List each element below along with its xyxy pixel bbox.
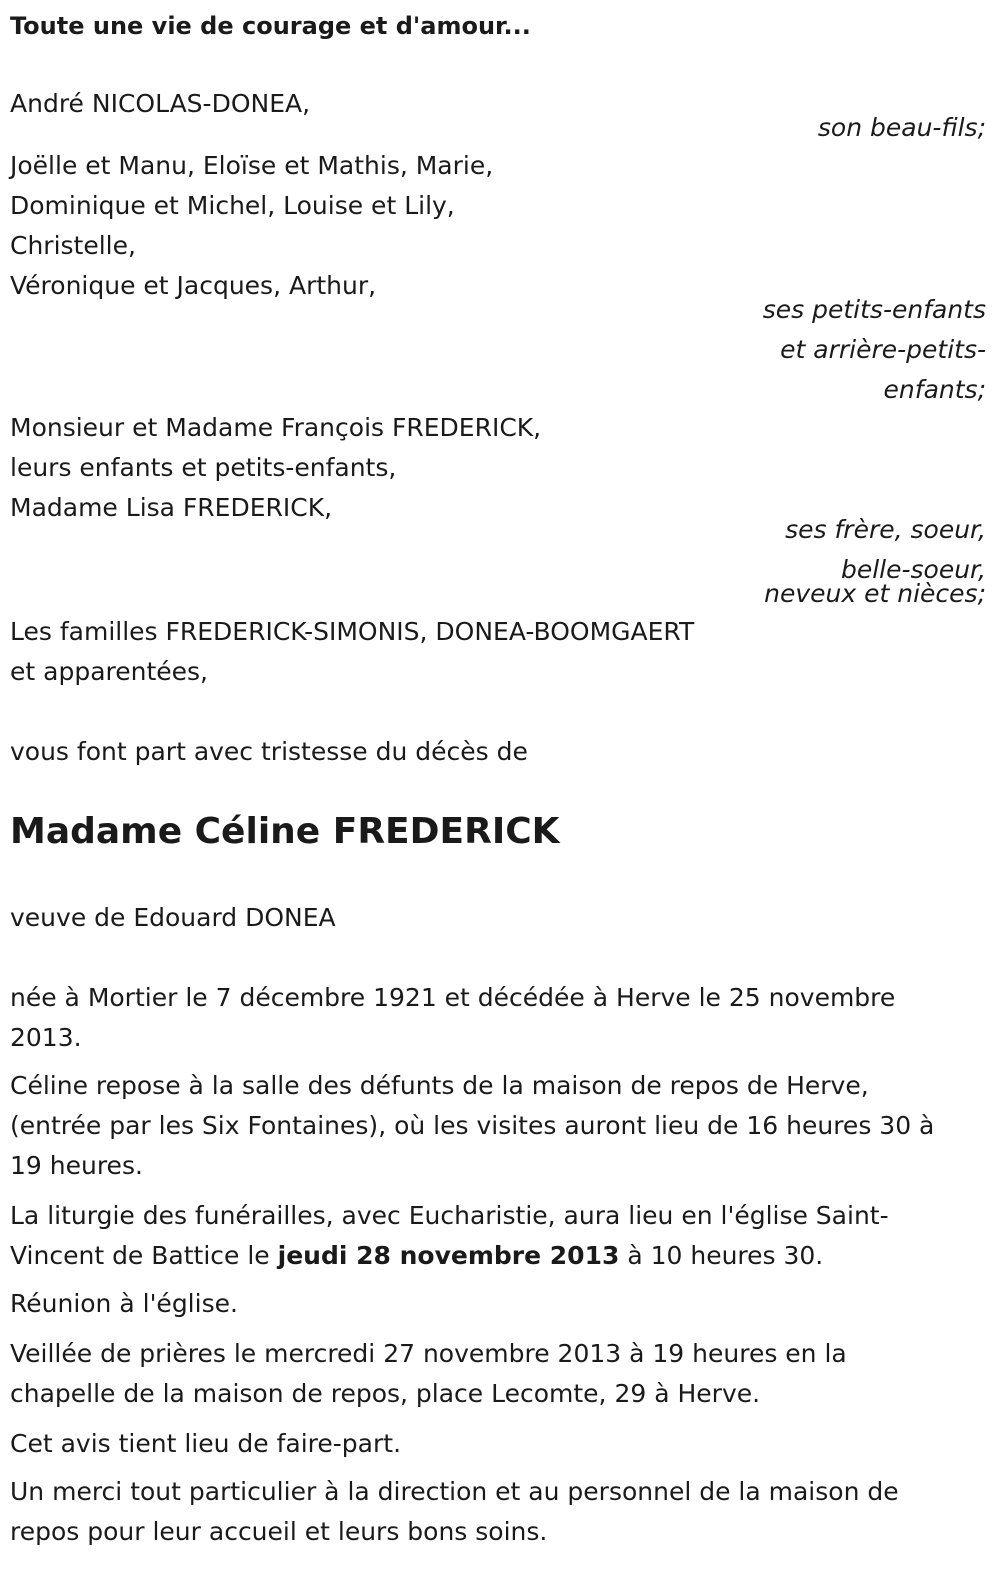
family-name: Les familles FREDERICK-SIMONIS, DONEA-BOOMGAERT <box>10 617 695 646</box>
family-name: Véronique et Jacques, Arthur, <box>10 271 377 300</box>
rest-paragraph <box>10 1066 986 1186</box>
paragraph-line: Céline repose à la salle des défunts de la maison de repos de Herve, <box>10 1071 869 1100</box>
relation-label: et arrière-petits- <box>780 335 986 364</box>
notice-line: Cet avis tient lieu de faire-part. <box>10 1429 402 1458</box>
family-name: Christelle, <box>10 231 136 260</box>
deceased-name: Madame Céline FREDERICK <box>10 811 560 852</box>
relation-group-3 <box>10 510 986 606</box>
family-name: Dominique et Michel, Louise et Lily, <box>10 191 455 220</box>
announcement: vous font part avec tristesse du décès de <box>10 737 528 766</box>
header-title: Toute une vie de courage et d'amour... <box>10 12 531 40</box>
family-name: leurs enfants et petits-enfants, <box>10 453 397 482</box>
liturgy-text: Vincent de Battice le <box>10 1241 278 1270</box>
funeral-date: jeudi 28 novembre 2013 <box>277 1241 620 1270</box>
paragraph-line <box>10 1236 986 1276</box>
liturgy-time: à 10 heures 30. <box>619 1241 824 1270</box>
family-name: et apparentées, <box>10 657 208 686</box>
relation-group-2 <box>10 290 986 410</box>
family-name: André NICOLAS-DONEA, <box>10 89 311 118</box>
family-group-2 <box>10 146 986 306</box>
paragraph-line: (entrée par les Six Fontaines), où les visites auront lieu de 16 heures 30 à <box>10 1111 935 1140</box>
relation-label: enfants; <box>883 375 986 404</box>
paragraph-line: 19 heures. <box>10 1151 143 1180</box>
relation-label: ses petits-enfants <box>762 295 986 324</box>
paragraph-line: née à Mortier le 7 décembre 1921 et décédée à Herve le 25 novembre <box>10 983 896 1012</box>
paragraph-line: 2013. <box>10 1023 82 1052</box>
paragraph-line: chapelle de la maison de repos, place Lecomte, 29 à Herve. <box>10 1379 761 1408</box>
widow-line: veuve de Edouard DONEA <box>10 903 336 932</box>
birth-death-paragraph <box>10 978 986 1058</box>
family-group-4 <box>10 612 986 692</box>
family-name: Joëlle et Manu, Eloïse et Mathis, Marie, <box>10 151 494 180</box>
relation-label: neveux et nièces; <box>764 579 986 608</box>
reunion-line: Réunion à l'église. <box>10 1289 238 1318</box>
relation-group-1 <box>10 108 986 148</box>
relation-label: belle-soeur, <box>840 555 986 584</box>
paragraph-line: Un merci tout particulier à la direction et au personnel de la maison de <box>10 1477 899 1506</box>
relation-label: ses frère, soeur, <box>785 515 986 544</box>
family-name: Monsieur et Madame François FREDERICK, <box>10 413 542 442</box>
paragraph-line: repos pour leur accueil et leurs bons soins. <box>10 1517 548 1546</box>
family-name: Madame Lisa FREDERICK, <box>10 493 333 522</box>
relation-label: son beau-fils; <box>817 113 986 142</box>
liturgy-paragraph <box>10 1196 986 1276</box>
paragraph-line: Veillée de prières le mercredi 27 novembre 2013 à 19 heures en la <box>10 1339 847 1368</box>
paragraph-line: La liturgie des funérailles, avec Eucharistie, aura lieu en l'église Saint- <box>10 1201 889 1230</box>
thanks-paragraph <box>10 1472 986 1552</box>
vigil-paragraph <box>10 1334 986 1414</box>
